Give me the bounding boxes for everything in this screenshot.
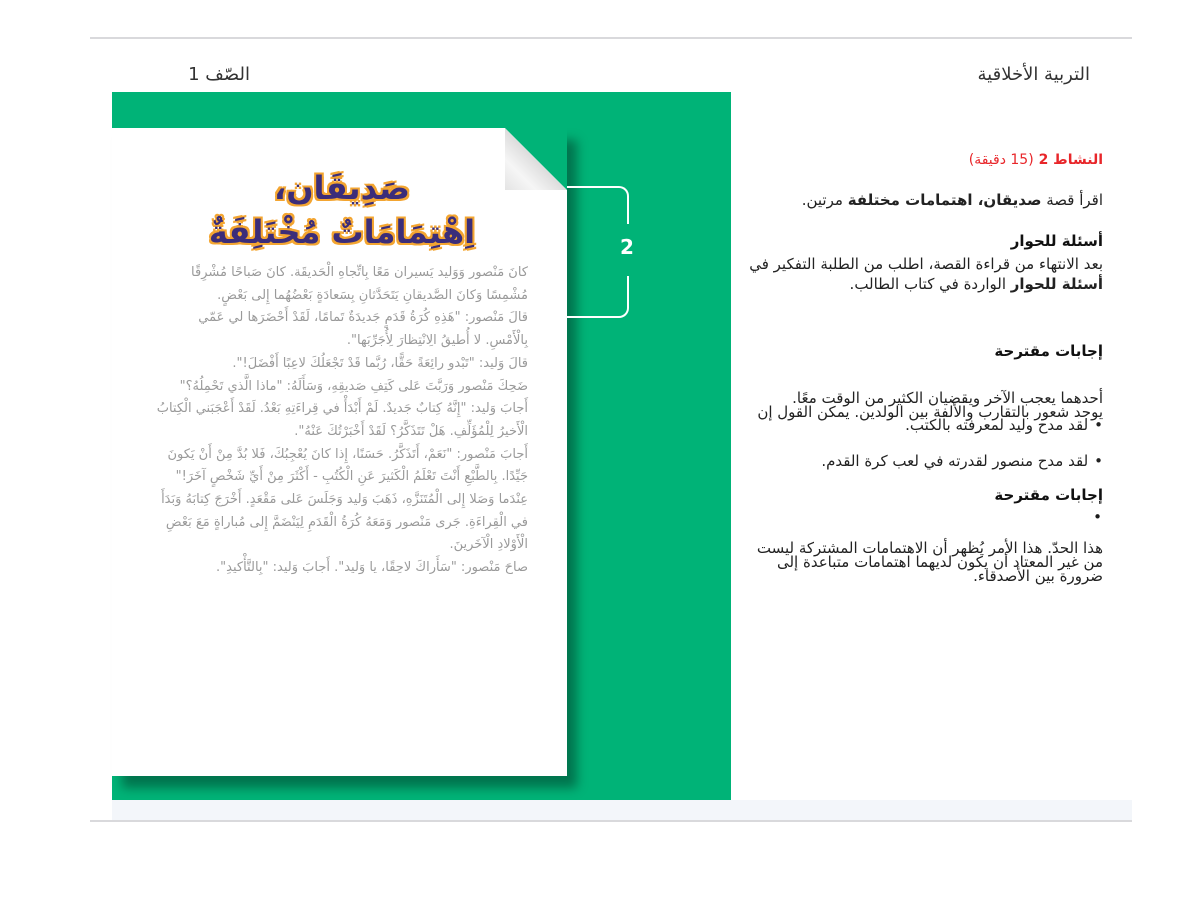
instruction-suffix: مرتين. — [801, 191, 843, 209]
instruction-prefix: اقرأ قصة — [1046, 191, 1103, 209]
answers2-overlap-line-3: ضرورة بين الأصدقاء. — [973, 567, 1103, 585]
story-paragraph: عِنْدَما وَصَلا إِلى الْمُتَنَزَّهِ، ذَهَبَ وَليد وَجَلَسَ عَلى مَقْعَدٍ. أَخْرَجَ كِتابَهُ وَبَدَأَ في الْقِراءَةِ. جَرى مَنْصور وَمَعَهُ كُرَةُ الْقَدَمِ لِيَنْضَمَّ إِلى مُباراةٍ مَعَ بَعْضِ الْأَوْلادِ الْآخَرينَ. — [161, 492, 528, 553]
subject-title: التربية الأخلاقية — [977, 64, 1090, 85]
answers1-overlap-line-1: أحدهما يعجب الآخر ويقضيان الكثير من الوقت معًا. — [792, 389, 1103, 407]
story-paragraph: أَجابَ مَنْصور: "نَعَمْ، أَتَذَكَّرُ. حَسَنًا، إِذا كانَ يُعْجِبُكَ، فَلا بُدَّ مِنْ أَنْ يَكونَ جَيِّدًا. بِالطَّبْعِ أَنْتَ تَعْلَمُ الْكَثيرَ عَنِ الْكُتُبِ - أَكْثَرَ مِنْ أَيِّ شَخْصٍ آخَرَ!" — [167, 446, 528, 485]
story-paragraph: ضَحِكَ مَنْصور وَرَبَّتَ عَلى كَتِفِ صَديقِهِ، وَسَأَلَهُ: "ماذا الَّذي تَحْمِلُهُ؟" — [179, 378, 528, 394]
story-title-line-1: صَدِيقَان، — [274, 169, 410, 207]
answers-heading-1: إجابات مقترحة — [994, 342, 1103, 360]
dialogue-line-2-rest: الواردة في كتاب الطالب. — [849, 275, 1006, 293]
story-paragraph: أَجابَ وَليد: "إِنَّهُ كِتابٌ جَديدٌ. لَمْ أَبْدَأْ في قِراءَتِهِ بَعْدُ. لَقَدْ أَعْجَبَني الْكِتابُ الْأَخيرُ لِلْمُؤَلِّفِ. هَلْ تَتَذَكَّرُ؟ لَقَدْ أَخْبَرْتُكَ عَنْهُ". — [156, 401, 528, 439]
story-paragraph: كانَ مَنْصور وَوَليد يَسيران مَعًا بِاتِّجاهِ الْحَديقَة. كانَ صَباحًا مُشْرِقًا مُشْمِسًا وَكانَ الصَّديقانِ يَتَحَدَّثانِ بِسَعادَةٍ بَعْضُهُما إِلى بَعْضٍ. — [191, 265, 528, 303]
bottom-divider — [90, 820, 1132, 822]
activity-label — [760, 152, 1103, 168]
dialogue-line-2 — [700, 274, 1103, 294]
instruction-story-name: صديقان، اهتمامات مختلفة — [847, 191, 1042, 209]
story-title-line-2: اِهْتِمَامَاتٌ مُخْتَلِفَةٌ — [208, 213, 476, 251]
answers2-overlap-line-1: هذا الحدّ. هذا الأمر يُظهر أن الاهتمامات المشتركة ليست — [756, 539, 1103, 557]
answers1-overlap-line-2: يوجد شعور بالتقارب والألفة بين الولدين. يمكن القول إن — [757, 403, 1103, 421]
activity-number: النشاط 2 — [1038, 152, 1103, 168]
answers-heading-2: إجابات مقترحة — [994, 486, 1103, 504]
top-divider — [90, 37, 1132, 39]
story-title — [152, 166, 532, 254]
activity-duration: (15 دقيقة) — [968, 152, 1034, 168]
instruction-line — [700, 190, 1103, 210]
story-paragraph: صاحَ مَنْصور: "سَأَراكَ لاحِقًا، يا وَليد". أَجابَ وَليد: "بِالتَّأْكيدِ". — [216, 560, 528, 576]
story-body — [156, 262, 528, 580]
bracket-number: 2 — [620, 235, 634, 259]
dialogue-line-2-bold: أسئلة للحوار — [1010, 275, 1103, 293]
story-page — [112, 128, 567, 776]
grade-label: الصّف 1 — [188, 64, 250, 85]
story-paragraph: قالَ مَنْصور: "هَذِهِ كُرَةُ قَدَمٍ جَديدَةٌ تَمامًا، لَقَدْ أَحْضَرَها لي عَمّي بِالْأَمْسِ. لا أُطيقُ الِانْتِظارَ لِأُجَرِّبَها". — [198, 310, 528, 349]
dialogue-line-1: بعد الانتهاء من قراءة القصة، اطلب من الطلبة التفكير في — [749, 255, 1103, 273]
bottom-strip — [112, 800, 1132, 820]
answers2-overlap-line-2: من غير المعتاد أن يكون لديهما اهتمامات متباعدة إلى — [776, 553, 1103, 571]
dialogue-heading: أسئلة للحوار — [1010, 232, 1103, 250]
answers1-bullet-2: • لقد مدح منصور لقدرته في لعب كرة القدم. — [700, 452, 1103, 470]
story-paragraph: قالَ وَليد: "تَبْدو رائِعَةً حَقًّا، رُبَّما قَدْ تَجْعَلُكَ لاعِبًا أَفْضَلَ!". — [232, 355, 528, 371]
answers1-bullet-1: • لقد مدح وليد لمعرفته بالكتب. — [700, 416, 1103, 434]
bullet-dot: • — [1093, 508, 1102, 526]
